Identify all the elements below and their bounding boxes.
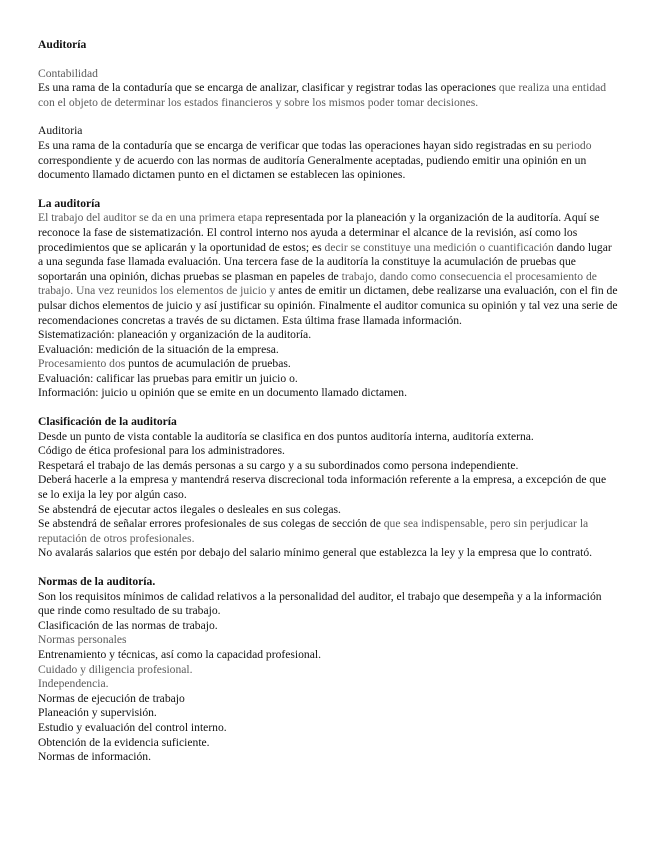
auditoria-text — [38, 139, 618, 183]
contabilidad-text — [38, 81, 618, 110]
la-auditoria-p1-b: dando lugar a una segunda fase llamada evaluación. Una tercera fase de la auditoría la constituye la acumulación de pruebas que soportarán una opinión, dichas pruebas se plasman en papeles de — [38, 240, 612, 283]
la-auditoria-heading: La auditoría — [38, 196, 101, 210]
normas-estudio: Estudio y evaluación del control interno. — [38, 720, 227, 734]
normas-clasificacion: Clasificación de las normas de trabajo. — [38, 618, 218, 632]
normas-informacion: Normas de información. — [38, 750, 152, 764]
normas-cuidado: Cuidado y diligencia profesional. — [38, 662, 193, 676]
clasificacion-line: Se abstendrá de ejecutar actos ilegales o desleales en sus colegas. — [38, 502, 341, 516]
normas-personales: Normas personales — [38, 633, 127, 647]
clasificacion-line: Deberá hacerle a la empresa y mantendrá reserva discrecional toda información referente a la empresa, a excepción de que se lo exija la ley por algún caso. — [38, 473, 607, 502]
auditoria-text-a: Es una rama de la contaduría que se encarga de verificar que todas las operaciones hayan sido registradas en su — [38, 138, 557, 152]
clasificacion-line: Código de ética profesional para los administradores. — [38, 444, 285, 458]
line-evaluacion-2: Evaluación: calificar las pruebas para emitir un juicio o. — [38, 371, 298, 385]
line-sistematizacion: Sistematización: planeación y organización de la auditoría. — [38, 328, 312, 342]
la-auditoria-p1-a: representada por la planeación y la organización de la auditoría. Aquí se reconoce la fase de sistematización. El control interno nos ayuda a determinar el alcance de la revisión, así como los procedimientos que se aplicarán y la oportunidad de estos; es — [38, 211, 600, 254]
auditoria-label: Auditoria — [38, 124, 83, 138]
normas-intro: Son los requisitos mínimos de calidad relativos a la personalidad del auditor, el trabajo que desempeña y a la información que rinde como resultado de su trabajo. — [38, 589, 602, 618]
la-auditoria-p1-gray3: trabajo, dando como consecuencia el procesamiento de trabajo. Una vez reunidos los elementos de juicio y — [38, 269, 597, 298]
normas-independencia: Independencia. — [38, 677, 109, 691]
document-title: Auditoría — [38, 38, 87, 51]
contabilidad-label: Contabilidad — [38, 66, 98, 80]
clasificacion-line: Respetará el trabajo de las demás personas a su cargo y a su subordinados como persona independiente. — [38, 458, 519, 472]
clasificacion-heading: Clasificación de la auditoría — [38, 415, 177, 429]
la-auditoria-p1-c: antes de emitir un dictamen, debe realizarse una evaluación, con el fin de pulsar dichos elementos de juicio y así justificar su opinión. Finalmente el auditor comunica su opinión y tal vez una serie de recomendaciones concretas a través de su dictamen. Esta última frase llamada información. — [38, 284, 618, 327]
contabilidad-text-b: que realiza una entidad con el objeto de determinar los estados financieros y sobre los mismos poder tomar decisiones. — [38, 81, 607, 109]
clasificacion-line-salarios: No avalarás salarios que estén por debajo del salario mínimo general que establezca la ley y la empresa que lo contrató. — [38, 546, 593, 560]
clasificacion-senalar-a: Se abstendrá de señalar errores profesionales de sus colegas de sección de — [38, 517, 384, 531]
line-procesamiento-gray: Procesamiento dos — [38, 357, 126, 371]
clasificacion-line: Desde un punto de vista contable la auditoría se clasifica en dos puntos auditoría interna, auditoría externa. — [38, 429, 534, 443]
auditoria-text-periodo: periodo — [556, 138, 592, 152]
line-procesamiento-rest: puntos de acumulación de pruebas. — [125, 357, 291, 371]
normas-heading: Normas de la auditoría. — [38, 575, 156, 588]
la-auditoria-p1-gray2: decir se constituye una medición o cuantificación — [324, 240, 554, 254]
document-page — [38, 38, 618, 779]
normas-ejecucion: Normas de ejecución de trabajo — [38, 691, 185, 705]
contabilidad-text-a: Es una rama de la contaduría que se encarga de analizar, clasificar y registrar todas las operaciones — [38, 81, 499, 95]
normas-planeacion: Planeación y supervisión. — [38, 706, 157, 720]
la-auditoria-p1-gray: El trabajo del auditor se da en una primera etapa — [38, 211, 263, 225]
line-evaluacion-1: Evaluación: medición de la situación de la empresa. — [38, 342, 279, 356]
clasificacion-senalar-gray: que sea indispensable, pero sin perjudicar la reputación de otros profesionales. — [38, 517, 589, 545]
normas-obtencion: Obtención de la evidencia suficiente. — [38, 735, 210, 749]
section-normas — [38, 575, 618, 765]
auditoria-text-b: correspondiente y de acuerdo con las normas de auditoría Generalmente aceptadas, pudiendo emitir una opinión en un documento llamado dictamen punto en el dictamen se establecen las opiniones. — [38, 153, 587, 182]
normas-entrenamiento: Entrenamiento y técnicas, así como la capacidad profesional. — [38, 647, 321, 661]
line-informacion: Información: juicio u opinión que se emite en un documento llamado dictamen. — [38, 386, 407, 400]
line-procesamiento — [38, 357, 618, 372]
section-clasificacion — [38, 415, 618, 561]
clasificacion-line-senalar — [38, 517, 618, 546]
la-auditoria-paragraph — [38, 211, 618, 328]
section-contabilidad — [38, 67, 618, 111]
section-auditoria-definition — [38, 124, 618, 182]
section-la-auditoria — [38, 197, 618, 401]
